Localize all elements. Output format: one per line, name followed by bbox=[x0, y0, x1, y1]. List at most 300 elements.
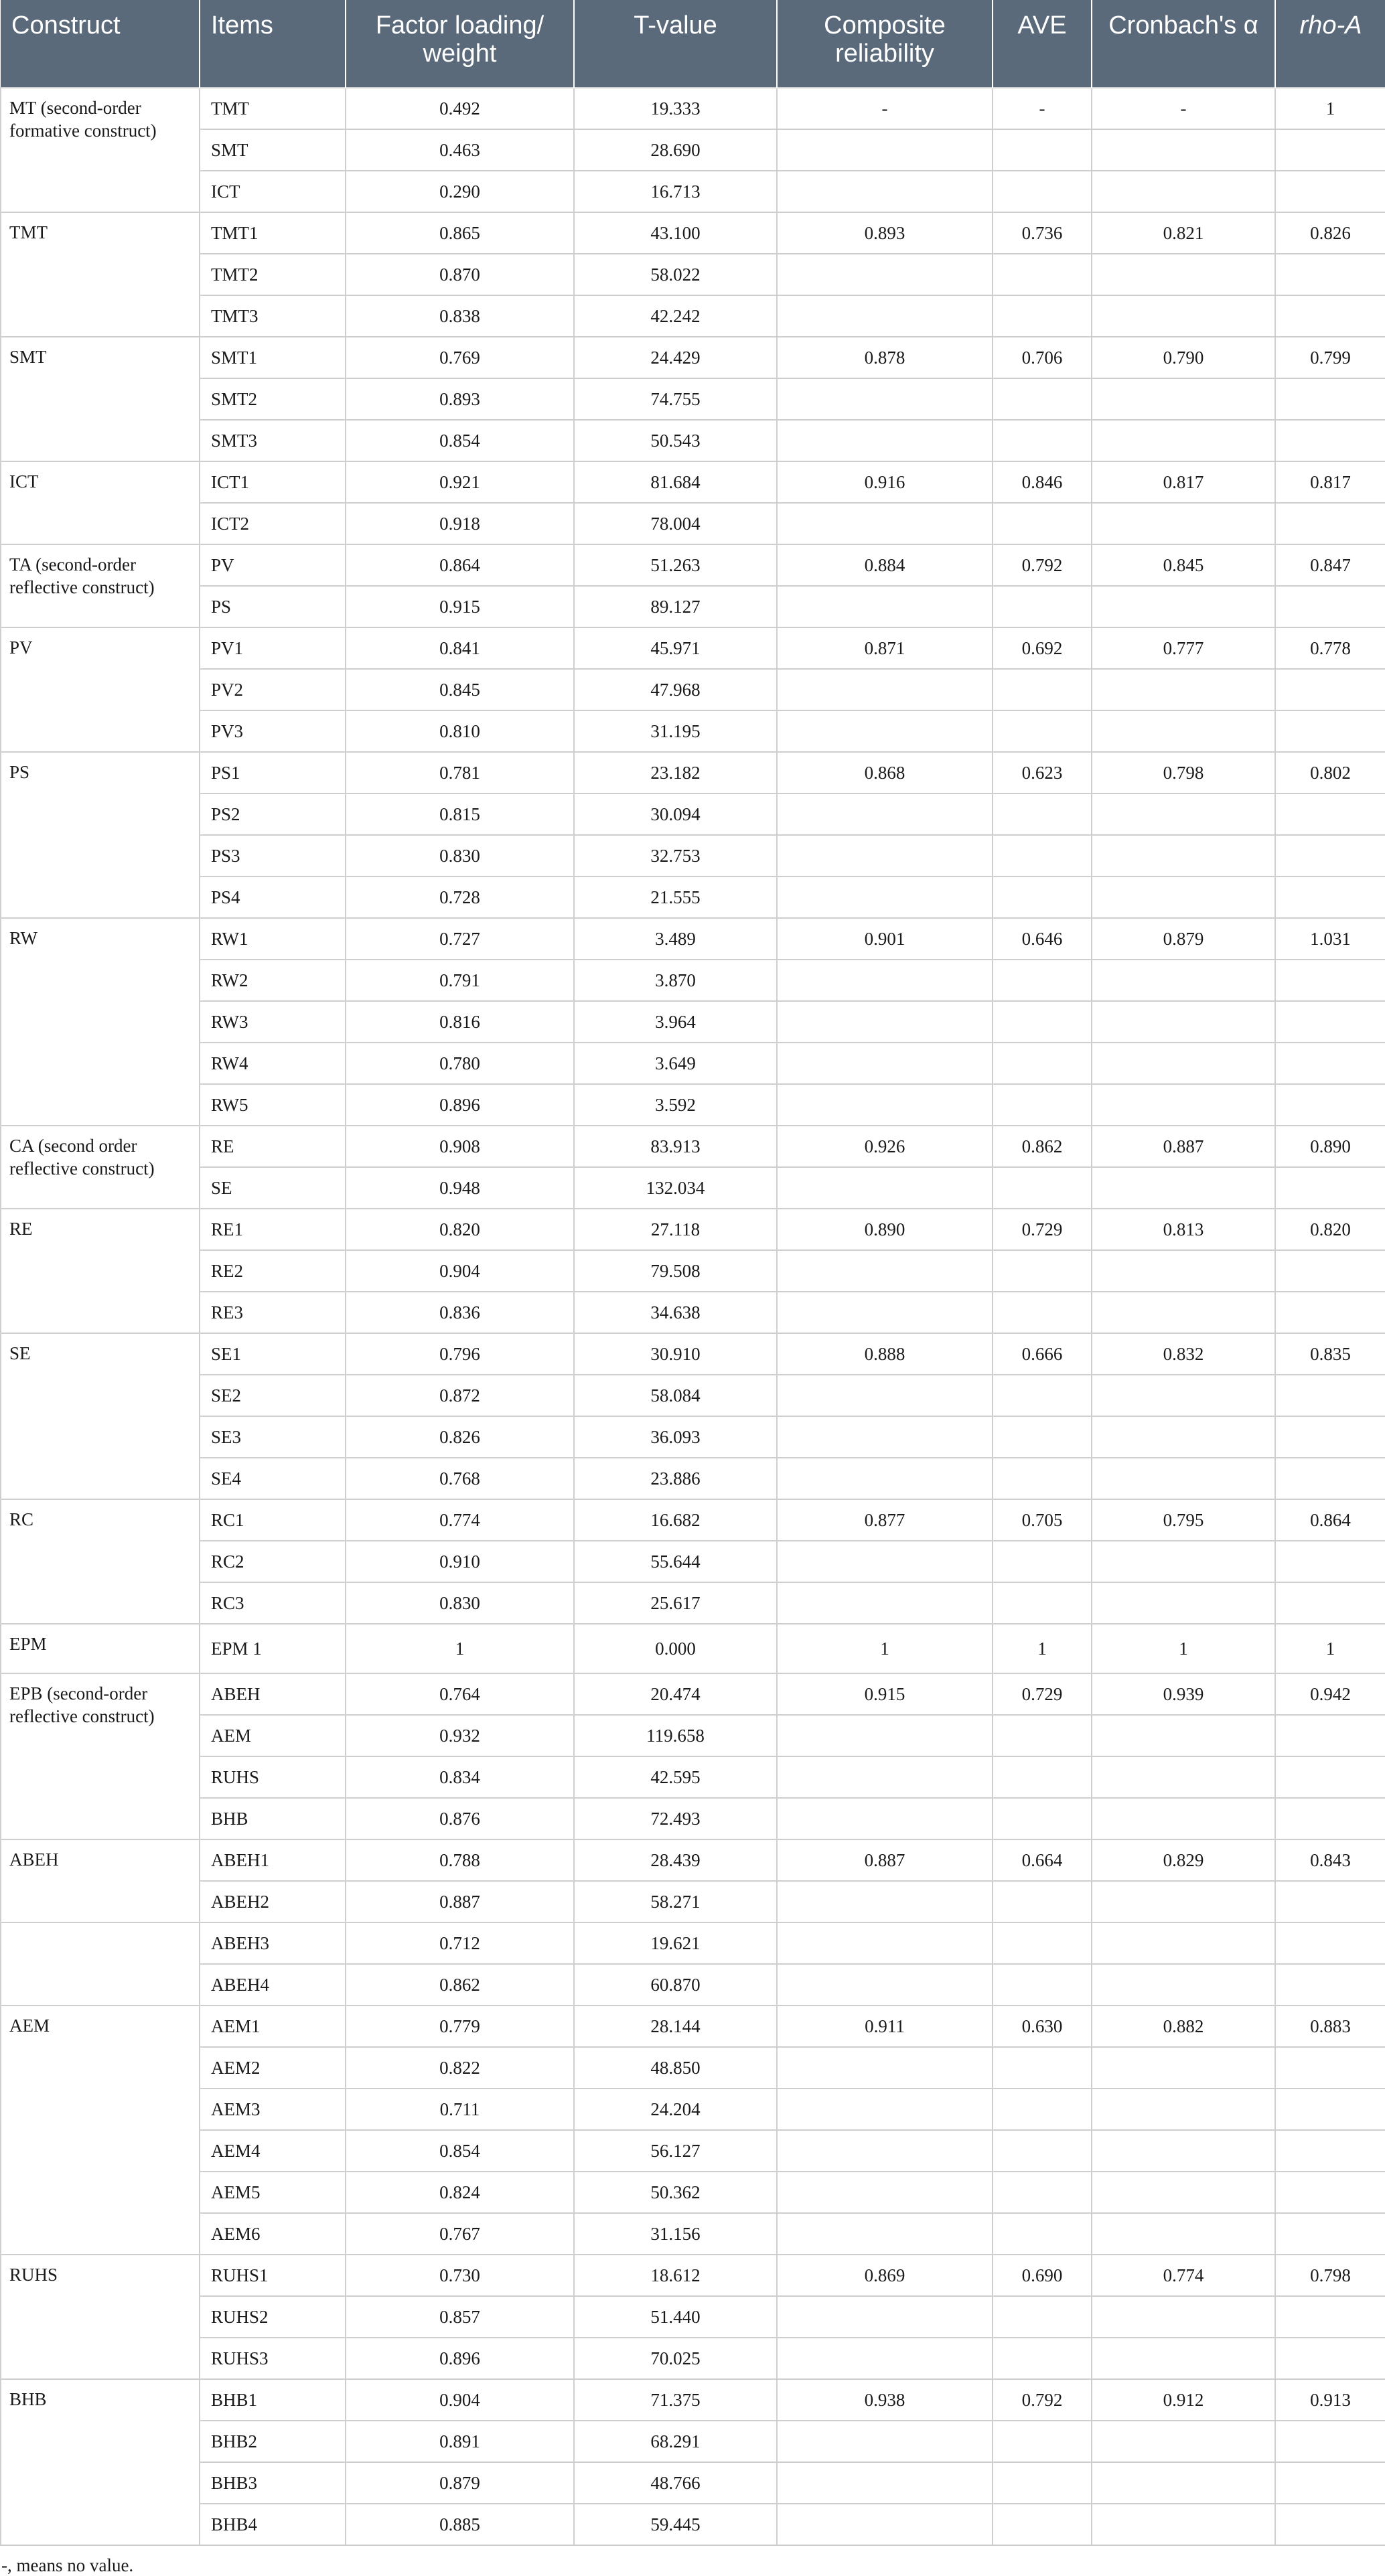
t-value-cell: 51.440 bbox=[574, 2296, 777, 2338]
composite-reliability-cell-empty bbox=[777, 2172, 993, 2213]
rho-a-cell-empty bbox=[1275, 1375, 1385, 1416]
ave-cell-empty bbox=[993, 378, 1092, 420]
rho-a-cell-empty bbox=[1275, 420, 1385, 461]
item-cell: ICT2 bbox=[200, 503, 346, 544]
rho-a-cell-empty bbox=[1275, 2462, 1385, 2504]
t-value-cell: 51.263 bbox=[574, 544, 777, 586]
ave-cell-empty bbox=[993, 2338, 1092, 2379]
item-cell: PV3 bbox=[200, 710, 346, 752]
table-row bbox=[1, 2462, 1385, 2504]
cronbach-alpha-cell: 0.939 bbox=[1092, 1673, 1275, 1715]
factor-loading-cell: 0.857 bbox=[346, 2296, 574, 2338]
ave-cell: 0.862 bbox=[993, 1126, 1092, 1167]
ave-cell-empty bbox=[993, 586, 1092, 627]
factor-loading-cell: 0.864 bbox=[346, 544, 574, 586]
item-cell: BHB4 bbox=[200, 2504, 346, 2545]
cronbach-alpha-cell: 0.829 bbox=[1092, 1839, 1275, 1881]
t-value-cell: 119.658 bbox=[574, 1715, 777, 1756]
table-row bbox=[1, 1167, 1385, 1209]
table-row bbox=[1, 710, 1385, 752]
ave-cell-empty bbox=[993, 2047, 1092, 2089]
factor-loading-cell: 0.910 bbox=[346, 1541, 574, 1582]
table-row bbox=[1, 2338, 1385, 2379]
cronbach-alpha-cell-empty bbox=[1092, 877, 1275, 918]
table-row bbox=[1, 1798, 1385, 1839]
composite-reliability-cell: 0.884 bbox=[777, 544, 993, 586]
factor-loading-cell: 0.492 bbox=[346, 88, 574, 129]
cronbach-alpha-cell-empty bbox=[1092, 378, 1275, 420]
item-cell: PS1 bbox=[200, 752, 346, 793]
composite-reliability-cell-empty bbox=[777, 669, 993, 710]
cronbach-alpha-cell-empty bbox=[1092, 960, 1275, 1001]
composite-reliability-cell: 0.915 bbox=[777, 1673, 993, 1715]
item-cell: SMT2 bbox=[200, 378, 346, 420]
factor-loading-cell: 0.774 bbox=[346, 1499, 574, 1541]
t-value-cell: 25.617 bbox=[574, 1582, 777, 1624]
item-cell: TMT3 bbox=[200, 295, 346, 337]
composite-reliability-cell: 0.911 bbox=[777, 2005, 993, 2047]
rho-a-cell: 0.826 bbox=[1275, 212, 1385, 254]
composite-reliability-cell-empty bbox=[777, 1715, 993, 1756]
composite-reliability-cell-empty bbox=[777, 1756, 993, 1798]
item-cell: PS2 bbox=[200, 793, 346, 835]
cronbach-alpha-cell-empty bbox=[1092, 1756, 1275, 1798]
factor-loading-cell: 0.727 bbox=[346, 918, 574, 960]
rho-a-cell-empty bbox=[1275, 1798, 1385, 1839]
composite-reliability-cell-empty bbox=[777, 295, 993, 337]
table-row bbox=[1, 877, 1385, 918]
t-value-cell: 132.034 bbox=[574, 1167, 777, 1209]
t-value-cell: 30.910 bbox=[574, 1333, 777, 1375]
table-row bbox=[1, 1624, 1385, 1673]
factor-loading-cell: 0.885 bbox=[346, 2504, 574, 2545]
cronbach-alpha-cell-empty bbox=[1092, 129, 1275, 171]
cronbach-alpha-cell-empty bbox=[1092, 1043, 1275, 1084]
t-value-cell: 0.000 bbox=[574, 1624, 777, 1673]
cronbach-alpha-cell-empty bbox=[1092, 1715, 1275, 1756]
rho-a-cell-empty bbox=[1275, 1756, 1385, 1798]
composite-reliability-cell-empty bbox=[777, 1043, 993, 1084]
cronbach-alpha-cell-empty bbox=[1092, 1964, 1275, 2005]
cronbach-alpha-cell-empty bbox=[1092, 586, 1275, 627]
table-row bbox=[1, 1375, 1385, 1416]
item-cell: SE2 bbox=[200, 1375, 346, 1416]
rho-a-cell-empty bbox=[1275, 793, 1385, 835]
factor-loading-cell: 0.854 bbox=[346, 2130, 574, 2172]
cronbach-alpha-cell-empty bbox=[1092, 669, 1275, 710]
table-row bbox=[1, 960, 1385, 1001]
factor-loading-cell: 0.908 bbox=[346, 1126, 574, 1167]
factor-loading-cell: 0.728 bbox=[346, 877, 574, 918]
cronbach-alpha-cell: 0.845 bbox=[1092, 544, 1275, 586]
rho-a-cell: 0.802 bbox=[1275, 752, 1385, 793]
factor-loading-cell: 0.822 bbox=[346, 2047, 574, 2089]
ave-cell: 0.846 bbox=[993, 461, 1092, 503]
table-row bbox=[1, 793, 1385, 835]
t-value-cell: 74.755 bbox=[574, 378, 777, 420]
factor-loading-cell: 0.841 bbox=[346, 627, 574, 669]
table-row bbox=[1, 2421, 1385, 2462]
rho-a-cell-empty bbox=[1275, 1715, 1385, 1756]
factor-loading-cell: 0.810 bbox=[346, 710, 574, 752]
table-row bbox=[1, 88, 1385, 129]
ave-cell-empty bbox=[993, 793, 1092, 835]
ave-cell-empty bbox=[993, 1167, 1092, 1209]
cronbach-alpha-cell-empty bbox=[1092, 2338, 1275, 2379]
item-cell: RW4 bbox=[200, 1043, 346, 1084]
table-row bbox=[1, 1292, 1385, 1333]
rho-a-cell: 0.778 bbox=[1275, 627, 1385, 669]
item-cell: PV1 bbox=[200, 627, 346, 669]
composite-reliability-cell: 0.887 bbox=[777, 1839, 993, 1881]
cronbach-alpha-cell bbox=[1092, 1922, 1275, 1964]
rho-a-cell-empty bbox=[1275, 2213, 1385, 2255]
rho-a-cell: 0.913 bbox=[1275, 2379, 1385, 2421]
t-value-cell: 71.375 bbox=[574, 2379, 777, 2421]
composite-reliability-cell-empty bbox=[777, 586, 993, 627]
factor-loading-cell: 0.896 bbox=[346, 2338, 574, 2379]
table-row bbox=[1, 2255, 1385, 2296]
cronbach-alpha-cell-empty bbox=[1092, 1582, 1275, 1624]
ave-cell-empty bbox=[993, 2421, 1092, 2462]
t-value-cell: 70.025 bbox=[574, 2338, 777, 2379]
item-cell: AEM1 bbox=[200, 2005, 346, 2047]
rho-a-cell: 0.883 bbox=[1275, 2005, 1385, 2047]
construct-cell: CA (second order reflective construct) bbox=[1, 1126, 200, 1209]
item-cell: AEM3 bbox=[200, 2089, 346, 2130]
item-cell: RUHS1 bbox=[200, 2255, 346, 2296]
t-value-cell: 59.445 bbox=[574, 2504, 777, 2545]
composite-reliability-cell-empty bbox=[777, 835, 993, 877]
composite-reliability-cell-empty bbox=[777, 877, 993, 918]
construct-cell: TA (second-order reflective construct) bbox=[1, 544, 200, 627]
header-composite-reliability: Composite reliability bbox=[777, 0, 993, 88]
ave-cell-empty bbox=[993, 1582, 1092, 1624]
factor-loading-cell: 0.796 bbox=[346, 1333, 574, 1375]
composite-reliability-cell-empty bbox=[777, 2130, 993, 2172]
construct-cell: EPM bbox=[1, 1624, 200, 1673]
item-cell: TMT2 bbox=[200, 254, 346, 295]
composite-reliability-cell-empty bbox=[777, 2462, 993, 2504]
factor-loading-cell: 0.779 bbox=[346, 2005, 574, 2047]
construct-cell: RE bbox=[1, 1209, 200, 1333]
t-value-cell: 28.144 bbox=[574, 2005, 777, 2047]
rho-a-cell-empty bbox=[1275, 1292, 1385, 1333]
table-row bbox=[1, 1001, 1385, 1043]
rho-a-cell-empty bbox=[1275, 877, 1385, 918]
cronbach-alpha-cell-empty bbox=[1092, 1458, 1275, 1499]
ave-cell: 0.664 bbox=[993, 1839, 1092, 1881]
cronbach-alpha-cell: 0.879 bbox=[1092, 918, 1275, 960]
composite-reliability-cell: 0.869 bbox=[777, 2255, 993, 2296]
t-value-cell: 16.713 bbox=[574, 171, 777, 212]
cronbach-alpha-cell-empty bbox=[1092, 295, 1275, 337]
rho-a-cell: 0.843 bbox=[1275, 1839, 1385, 1881]
table-row bbox=[1, 752, 1385, 793]
t-value-cell: 23.182 bbox=[574, 752, 777, 793]
item-cell: RW1 bbox=[200, 918, 346, 960]
t-value-cell: 58.084 bbox=[574, 1375, 777, 1416]
item-cell: SE3 bbox=[200, 1416, 346, 1458]
factor-loading-cell: 0.854 bbox=[346, 420, 574, 461]
item-cell: AEM4 bbox=[200, 2130, 346, 2172]
factor-loading-cell: 0.845 bbox=[346, 669, 574, 710]
table-row bbox=[1, 2504, 1385, 2545]
rho-a-cell-empty bbox=[1275, 1541, 1385, 1582]
construct-cell: EPB (second-order reflective construct) bbox=[1, 1673, 200, 1839]
ave-cell-empty bbox=[993, 2504, 1092, 2545]
composite-reliability-cell-empty bbox=[777, 420, 993, 461]
table-row bbox=[1, 1250, 1385, 1292]
composite-reliability-cell-empty bbox=[777, 1798, 993, 1839]
cronbach-alpha-cell: 0.912 bbox=[1092, 2379, 1275, 2421]
composite-reliability-cell-empty bbox=[777, 503, 993, 544]
table-row bbox=[1, 295, 1385, 337]
factor-loading-cell: 0.791 bbox=[346, 960, 574, 1001]
ave-cell-empty bbox=[993, 1541, 1092, 1582]
table-row bbox=[1, 2047, 1385, 2089]
rho-a-cell-empty bbox=[1275, 2089, 1385, 2130]
table-row bbox=[1, 669, 1385, 710]
item-cell: RC2 bbox=[200, 1541, 346, 1582]
t-value-cell: 19.621 bbox=[574, 1922, 777, 1964]
cronbach-alpha-cell-empty bbox=[1092, 1167, 1275, 1209]
table-row bbox=[1, 337, 1385, 378]
item-cell: RW5 bbox=[200, 1084, 346, 1126]
ave-cell-empty bbox=[993, 669, 1092, 710]
item-cell: SMT3 bbox=[200, 420, 346, 461]
cronbach-alpha-cell-empty bbox=[1092, 2130, 1275, 2172]
rho-a-cell-empty bbox=[1275, 171, 1385, 212]
composite-reliability-cell-empty bbox=[777, 1881, 993, 1922]
item-cell: RW3 bbox=[200, 1001, 346, 1043]
table-row bbox=[1, 171, 1385, 212]
composite-reliability-cell-empty bbox=[777, 960, 993, 1001]
cronbach-alpha-cell-empty bbox=[1092, 2213, 1275, 2255]
table-row bbox=[1, 2130, 1385, 2172]
table-row bbox=[1, 1541, 1385, 1582]
t-value-cell: 28.690 bbox=[574, 129, 777, 171]
cronbach-alpha-cell-empty bbox=[1092, 1001, 1275, 1043]
composite-reliability-cell: 0.938 bbox=[777, 2379, 993, 2421]
cronbach-alpha-cell-empty bbox=[1092, 1292, 1275, 1333]
item-cell: PV bbox=[200, 544, 346, 586]
item-cell: PV2 bbox=[200, 669, 346, 710]
factor-loading-cell: 0.876 bbox=[346, 1798, 574, 1839]
ave-cell: 1 bbox=[993, 1624, 1092, 1673]
table-row bbox=[1, 1458, 1385, 1499]
t-value-cell: 34.638 bbox=[574, 1292, 777, 1333]
t-value-cell: 31.195 bbox=[574, 710, 777, 752]
ave-cell-empty bbox=[993, 1043, 1092, 1084]
ave-cell: 0.792 bbox=[993, 2379, 1092, 2421]
t-value-cell: 42.242 bbox=[574, 295, 777, 337]
t-value-cell: 3.592 bbox=[574, 1084, 777, 1126]
rho-a-cell: 0.799 bbox=[1275, 337, 1385, 378]
composite-reliability-cell-empty bbox=[777, 171, 993, 212]
header-t-value: T-value bbox=[574, 0, 777, 88]
composite-reliability-cell: 0.888 bbox=[777, 1333, 993, 1375]
table-row bbox=[1, 420, 1385, 461]
t-value-cell: 36.093 bbox=[574, 1416, 777, 1458]
cronbach-alpha-cell: 0.817 bbox=[1092, 461, 1275, 503]
ave-cell-empty bbox=[993, 1292, 1092, 1333]
item-cell: PS bbox=[200, 586, 346, 627]
t-value-cell: 55.644 bbox=[574, 1541, 777, 1582]
factor-loading-cell: 0.826 bbox=[346, 1416, 574, 1458]
factor-loading-cell: 0.872 bbox=[346, 1375, 574, 1416]
table-row bbox=[1, 1043, 1385, 1084]
t-value-cell: 60.870 bbox=[574, 1964, 777, 2005]
factor-loading-cell: 0.904 bbox=[346, 2379, 574, 2421]
ave-cell-empty bbox=[993, 2462, 1092, 2504]
ave-cell: 0.692 bbox=[993, 627, 1092, 669]
t-value-cell: 28.439 bbox=[574, 1839, 777, 1881]
rho-a-cell-empty bbox=[1275, 1043, 1385, 1084]
header-rho-a: rho-A bbox=[1275, 0, 1385, 88]
item-cell: RE bbox=[200, 1126, 346, 1167]
t-value-cell: 58.271 bbox=[574, 1881, 777, 1922]
factor-loading-cell: 0.896 bbox=[346, 1084, 574, 1126]
factor-loading-cell: 0.769 bbox=[346, 337, 574, 378]
t-value-cell: 24.204 bbox=[574, 2089, 777, 2130]
ave-cell-empty bbox=[993, 1416, 1092, 1458]
rho-a-cell-empty bbox=[1275, 960, 1385, 1001]
ave-cell-empty bbox=[993, 1001, 1092, 1043]
t-value-cell: 3.649 bbox=[574, 1043, 777, 1084]
item-cell: ABEH3 bbox=[200, 1922, 346, 1964]
rho-a-cell-empty bbox=[1275, 835, 1385, 877]
rho-a-cell: 1 bbox=[1275, 1624, 1385, 1673]
header-ave: AVE bbox=[993, 0, 1092, 88]
table-row bbox=[1, 835, 1385, 877]
cronbach-alpha-cell-empty bbox=[1092, 254, 1275, 295]
table-row bbox=[1, 1839, 1385, 1881]
composite-reliability-cell: 0.871 bbox=[777, 627, 993, 669]
factor-loading-cell: 0.838 bbox=[346, 295, 574, 337]
ave-cell: 0.706 bbox=[993, 337, 1092, 378]
item-cell: AEM5 bbox=[200, 2172, 346, 2213]
rho-a-cell-empty bbox=[1275, 710, 1385, 752]
rho-a-cell bbox=[1275, 1922, 1385, 1964]
rho-a-cell-empty bbox=[1275, 2172, 1385, 2213]
item-cell: BHB2 bbox=[200, 2421, 346, 2462]
cronbach-alpha-cell-empty bbox=[1092, 503, 1275, 544]
cronbach-alpha-cell: 0.821 bbox=[1092, 212, 1275, 254]
rho-a-cell-empty bbox=[1275, 254, 1385, 295]
rho-a-cell-empty bbox=[1275, 1084, 1385, 1126]
table-row bbox=[1, 2296, 1385, 2338]
cronbach-alpha-cell-empty bbox=[1092, 2421, 1275, 2462]
table-row bbox=[1, 1582, 1385, 1624]
factor-loading-cell: 0.764 bbox=[346, 1673, 574, 1715]
factor-loading-cell: 0.921 bbox=[346, 461, 574, 503]
cronbach-alpha-cell: 1 bbox=[1092, 1624, 1275, 1673]
factor-loading-cell: 0.730 bbox=[346, 2255, 574, 2296]
t-value-cell: 3.489 bbox=[574, 918, 777, 960]
item-cell: RC1 bbox=[200, 1499, 346, 1541]
t-value-cell: 43.100 bbox=[574, 212, 777, 254]
rho-a-cell: 0.835 bbox=[1275, 1333, 1385, 1375]
composite-reliability-cell: 0.916 bbox=[777, 461, 993, 503]
composite-reliability-cell-empty bbox=[777, 2089, 993, 2130]
factor-loading-cell: 0.891 bbox=[346, 2421, 574, 2462]
composite-reliability-cell: 0.868 bbox=[777, 752, 993, 793]
composite-reliability-cell: 0.926 bbox=[777, 1126, 993, 1167]
t-value-cell: 83.913 bbox=[574, 1126, 777, 1167]
item-cell: PS4 bbox=[200, 877, 346, 918]
ave-cell: 0.630 bbox=[993, 2005, 1092, 2047]
ave-cell-empty bbox=[993, 254, 1092, 295]
rho-a-cell-empty bbox=[1275, 503, 1385, 544]
factor-loading-cell: 0.824 bbox=[346, 2172, 574, 2213]
factor-loading-cell: 0.463 bbox=[346, 129, 574, 171]
composite-reliability-cell-empty bbox=[777, 1458, 993, 1499]
composite-reliability-cell-empty bbox=[777, 1964, 993, 2005]
construct-cell: RUHS bbox=[1, 2255, 200, 2379]
factor-loading-cell: 0.788 bbox=[346, 1839, 574, 1881]
t-value-cell: 89.127 bbox=[574, 586, 777, 627]
composite-reliability-cell-empty bbox=[777, 1250, 993, 1292]
factor-loading-cell: 0.768 bbox=[346, 1458, 574, 1499]
cronbach-alpha-cell-empty bbox=[1092, 793, 1275, 835]
ave-cell-empty bbox=[993, 503, 1092, 544]
construct-cell: BHB bbox=[1, 2379, 200, 2545]
factor-loading-cell: 0.879 bbox=[346, 2462, 574, 2504]
cronbach-alpha-cell-empty bbox=[1092, 2089, 1275, 2130]
factor-loading-cell: 0.820 bbox=[346, 1209, 574, 1250]
table-row bbox=[1, 1084, 1385, 1126]
rho-a-cell: 1.031 bbox=[1275, 918, 1385, 960]
item-cell: TMT bbox=[200, 88, 346, 129]
cronbach-alpha-cell: 0.887 bbox=[1092, 1126, 1275, 1167]
construct-cell: TMT bbox=[1, 212, 200, 337]
factor-loading-cell: 0.932 bbox=[346, 1715, 574, 1756]
item-cell: SE bbox=[200, 1167, 346, 1209]
ave-cell: 0.729 bbox=[993, 1673, 1092, 1715]
ave-cell-empty bbox=[993, 2172, 1092, 2213]
rho-a-cell-empty bbox=[1275, 1964, 1385, 2005]
item-cell: EPM 1 bbox=[200, 1624, 346, 1673]
composite-reliability-cell: 1 bbox=[777, 1624, 993, 1673]
ave-cell-empty bbox=[993, 1756, 1092, 1798]
ave-cell-empty bbox=[993, 2296, 1092, 2338]
composite-reliability-cell-empty bbox=[777, 793, 993, 835]
ave-cell-empty bbox=[993, 710, 1092, 752]
factor-loading-cell: 0.712 bbox=[346, 1922, 574, 1964]
rho-a-cell: 0.820 bbox=[1275, 1209, 1385, 1250]
t-value-cell: 50.362 bbox=[574, 2172, 777, 2213]
t-value-cell: 16.682 bbox=[574, 1499, 777, 1541]
composite-reliability-cell: 0.890 bbox=[777, 1209, 993, 1250]
table-row bbox=[1, 378, 1385, 420]
t-value-cell: 24.429 bbox=[574, 337, 777, 378]
ave-cell-empty bbox=[993, 1084, 1092, 1126]
cronbach-alpha-cell-empty bbox=[1092, 1250, 1275, 1292]
rho-a-cell-empty bbox=[1275, 2421, 1385, 2462]
item-cell: BHB1 bbox=[200, 2379, 346, 2421]
rho-a-cell-empty bbox=[1275, 1167, 1385, 1209]
construct-cell: SE bbox=[1, 1333, 200, 1499]
composite-reliability-cell: 0.901 bbox=[777, 918, 993, 960]
construct-cell: RC bbox=[1, 1499, 200, 1624]
table-row bbox=[1, 1209, 1385, 1250]
t-value-cell: 47.968 bbox=[574, 669, 777, 710]
table-row bbox=[1, 1715, 1385, 1756]
factor-loading-cell: 0.865 bbox=[346, 212, 574, 254]
ave-cell-empty bbox=[993, 1375, 1092, 1416]
composite-reliability-cell-empty bbox=[777, 710, 993, 752]
